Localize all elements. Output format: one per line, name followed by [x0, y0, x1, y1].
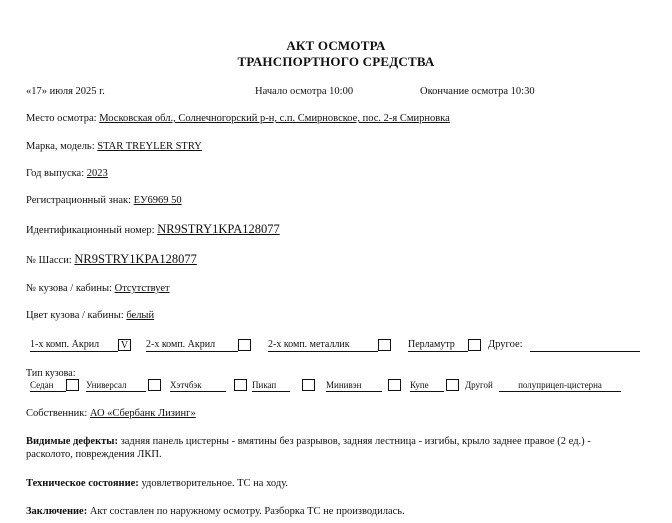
body-type-other-label: Другой [465, 380, 493, 390]
inspection-end: Окончание осмотра 10:30 [420, 86, 535, 97]
owner-label: Собственник: [26, 408, 90, 419]
conclusion-text: Акт составлен по наружному осмотру. Разборка ТС не производилась. [87, 506, 405, 517]
owner-value: АО «Сбербанк Лизинг» [89, 408, 196, 419]
field-chassis-value: NR9STRY1KPA128077 [74, 252, 197, 266]
field-year-label: Год выпуска: [26, 168, 87, 179]
conclusion [26, 506, 405, 517]
body-type-wagon-checkbox[interactable] [148, 379, 161, 391]
field-place [26, 113, 450, 124]
paint-checkbox-acrylic-2[interactable] [238, 339, 251, 351]
body-type-coupe: Купе [410, 380, 444, 392]
paint-option-acrylic-1: 1-х комп. Акрил [30, 339, 118, 352]
body-type-coupe-checkbox[interactable] [446, 379, 459, 391]
paint-other-label: Другое: [488, 339, 523, 350]
body-type-sedan-checkbox[interactable] [66, 379, 79, 391]
conclusion-label: Заключение: [26, 506, 88, 517]
body-type-minivan: Минивэн [326, 380, 382, 392]
body-type-sedan: Седан [30, 380, 66, 392]
field-year [26, 168, 108, 179]
field-reg-value: ЕУ6969 50 [133, 195, 182, 206]
condition-label: Техническое состояние: [26, 478, 139, 489]
inspection-date: «17» июля 2025 г. [26, 86, 105, 97]
field-place-label: Место осмотра: [26, 113, 100, 124]
field-chassis [26, 252, 197, 267]
field-brand-value: STAR TREYLER STRY [97, 141, 202, 152]
field-color-value: белый [126, 310, 155, 321]
body-type-pickup-checkbox[interactable] [302, 379, 315, 391]
field-vin [26, 222, 280, 237]
defects-text: задняя панель цистерны - вмятины без разрывов, задняя лестница - изгибы, крыло заднее правое (2 ед.) - расколото, повреждения ЛКП. [26, 436, 591, 460]
owner [26, 408, 196, 419]
body-type-hatchback: Хэтчбэк [170, 380, 226, 392]
body-type-minivan-checkbox[interactable] [388, 379, 401, 391]
field-color [26, 310, 154, 321]
field-chassis-label: № Шасси: [26, 255, 75, 266]
paint-checkbox-acrylic-1[interactable]: V [118, 339, 131, 351]
field-place-value: Московская обл., Солнечногорский р-н, с.п. Смирновское, пос. 2-я Смирновка [99, 113, 450, 124]
visible-defects [26, 436, 626, 461]
field-brand-label: Марка, модель: [26, 141, 98, 152]
body-type-hatchback-checkbox[interactable] [234, 379, 247, 391]
field-year-value: 2023 [86, 168, 108, 179]
field-body-number [26, 283, 170, 294]
paint-other-field[interactable] [530, 339, 640, 352]
field-body-label: № кузова / кабины: [26, 283, 115, 294]
defects-label: Видимые дефекты: [26, 436, 118, 447]
paint-option-pearl: Перламутр [408, 339, 468, 352]
condition-text: удовлетворительное. ТС на ходу. [138, 478, 289, 489]
document-title-line2: ТРАНСПОРТНОГО СРЕДСТВА [237, 54, 435, 69]
paint-option-metallic: 2-х комп. металлик [268, 339, 378, 352]
paint-checkbox-pearl[interactable] [468, 339, 481, 351]
body-type-label: Тип кузова: [26, 368, 76, 379]
body-type-other-value: полуприцеп-цистерна [499, 380, 621, 392]
technical-condition [26, 478, 288, 489]
document-title-line1: АКТ ОСМОТРА [286, 38, 386, 53]
field-body-value: Отсутствует [114, 283, 170, 294]
field-reg-label: Регистрационный знак: [26, 195, 134, 206]
paint-checkbox-metallic[interactable] [378, 339, 391, 351]
field-vin-label: Идентификационный номер: [26, 225, 158, 236]
body-type-pickup: Пикап [252, 380, 290, 392]
inspection-start: Начало осмотра 10:00 [255, 86, 354, 97]
paint-option-acrylic-2: 2-х комп. Акрил [146, 339, 238, 352]
body-type-wagon: Универсал [86, 380, 146, 392]
field-vin-value: NR9STRY1KPA128077 [157, 222, 280, 236]
field-color-label: Цвет кузова / кабины: [26, 310, 127, 321]
field-reg [26, 195, 182, 206]
field-brand [26, 141, 202, 152]
